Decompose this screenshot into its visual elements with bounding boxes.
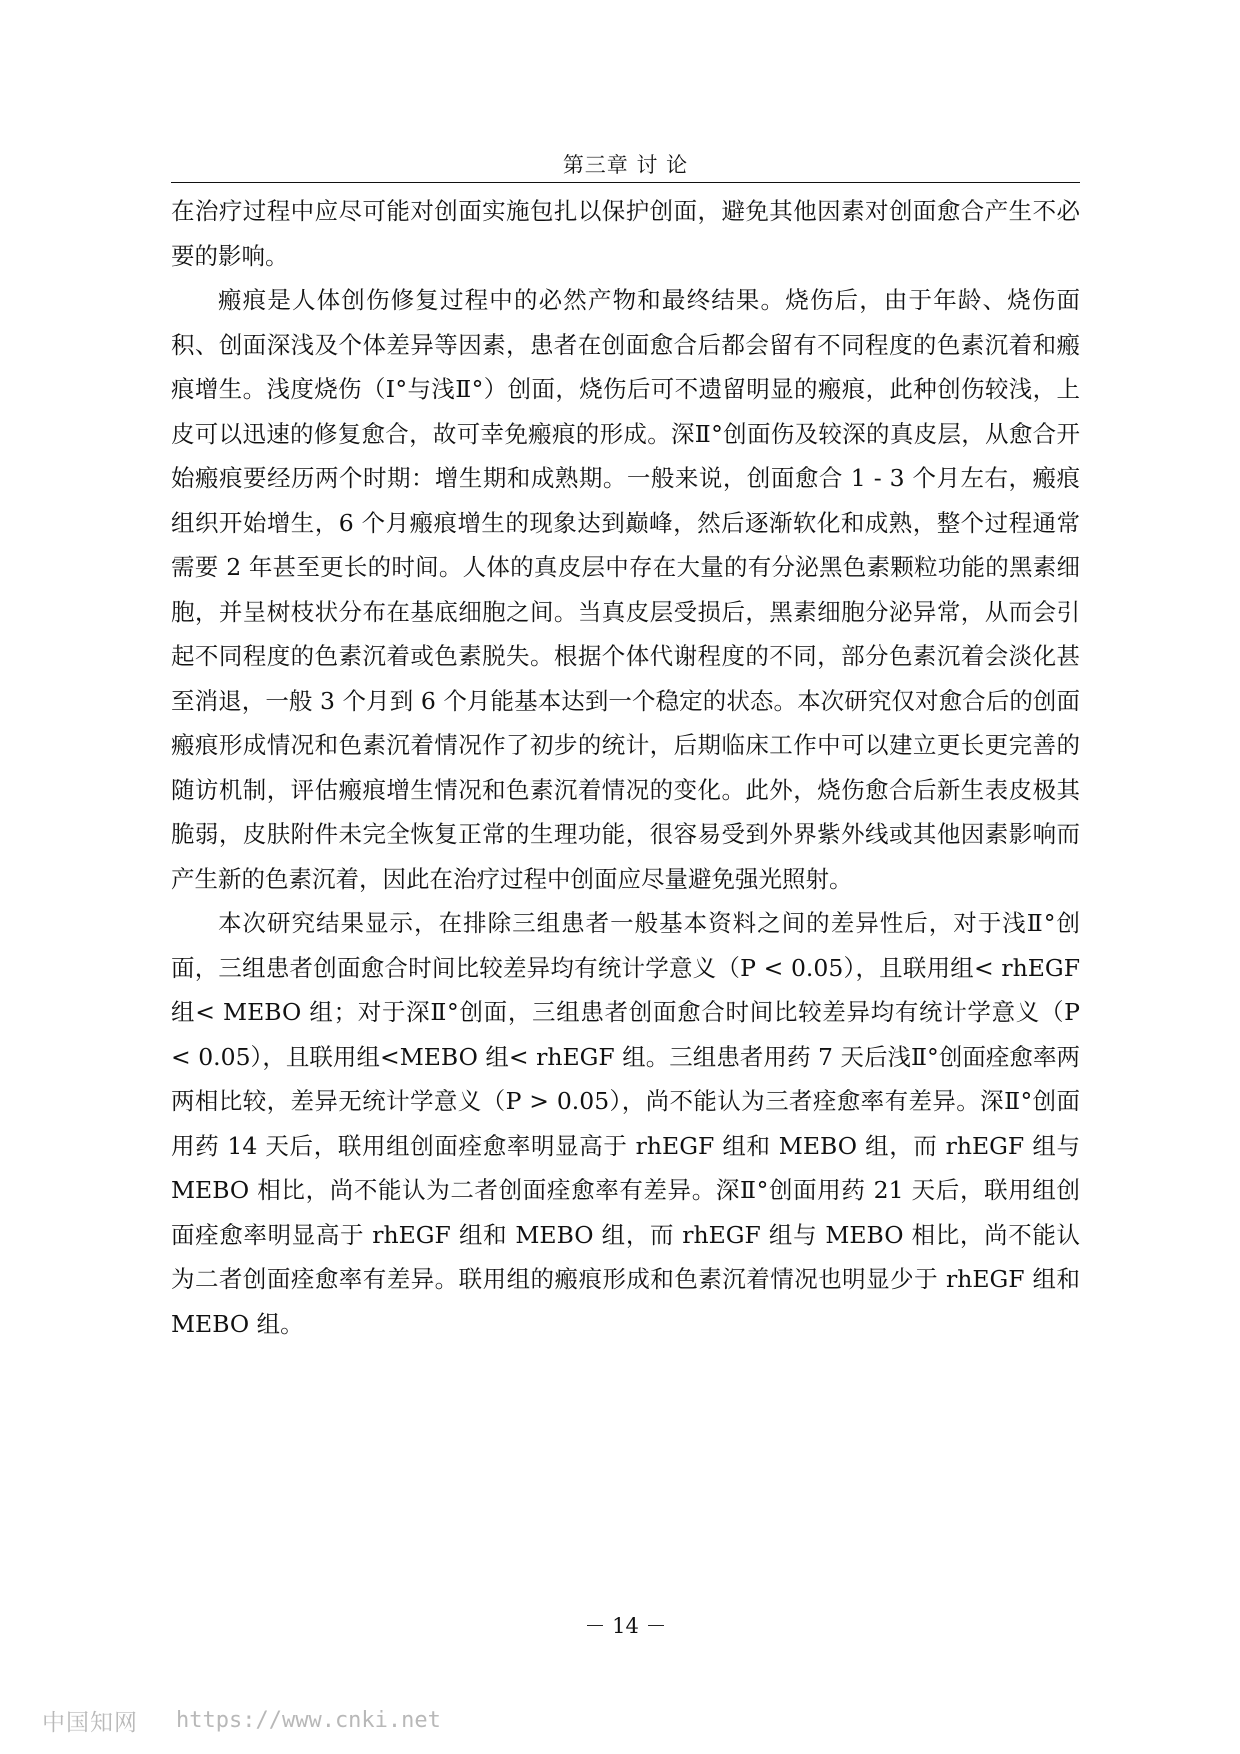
- paragraph-1: 在治疗过程中应尽可能对创面实施包扎以保护创面，避免其他因素对创面愈合产生不必要的影响。: [171, 197, 1080, 270]
- cnki-logo-text: 中国知网: [42, 1709, 138, 1736]
- paragraph-2: 瘢痕是人体创伤修复过程中的必然产物和最终结果。烧伤后，由于年龄、烧伤面积、创面深浅及个体差异等因素，患者在创面愈合后都会留有不同程度的色素沉着和瘢痕增生。浅度烧伤（Ⅰ°与浅Ⅱ°）创面，烧伤后可不遗留明显的瘢痕，此种创伤较浅，上皮可以迅速的修复愈合，故可幸免瘢痕的形成。深Ⅱ°创面伤及较深的真皮层，从愈合开始瘢痕要经历两个时期：增生期和成熟期。一般来说，创面愈合 1 - 3 个月左右，瘢痕组织开始增生，6 个月瘢痕增生的现象达到巅峰，然后逐渐软化和成熟，整个过程通常需要 2 年甚至更长的时间。人体的真皮层中存在大量的有分泌黑色素颗粒功能的黑素细胞，并呈树枝状分布在基底细胞之间。当真皮层受损后，黑素细胞分泌异常，从而会引起不同程度的色素沉着或色素脱失。根据个体代谢程度的不同，部分色素沉着会淡化甚至消退，一般 3 个月到 6 个月能基本达到一个稳定的状态。本次研究仅对愈合后的创面瘢痕形成情况和色素沉着情况作了初步的统计，后期临床工作中可以建立更长更完善的随访机制，评估瘢痕增生情况和色素沉着情况的变化。此外，烧伤愈合后新生表皮极其脆弱，皮肤附件未完全恢复正常的生理功能，很容易受到外界紫外线或其他因素影响而产生新的色素沉着，因此在治疗过程中创面应尽量避免强光照射。: [171, 286, 1080, 893]
- page-number: － 14 －: [584, 1614, 667, 1638]
- cnki-url-link[interactable]: https://www.cnki.net: [176, 1707, 441, 1733]
- body-text: [171, 189, 1080, 1346]
- header-divider: [171, 182, 1080, 183]
- running-header: 第三章 讨 论: [562, 153, 689, 177]
- cnki-watermark: [42, 1705, 441, 1735]
- paragraph-3: 本次研究结果显示，在排除三组患者一般基本资料之间的差异性后，对于浅Ⅱ°创面，三组患者创面愈合时间比较差异均有统计学意义（P < 0.05），且联用组< rhEGF 组< MEBO 组；对于深Ⅱ°创面，三组患者创面愈合时间比较差异均有统计学意义（P < 0.05），且联用组<MEBO 组< rhEGF 组。三组患者用药 7 天后浅Ⅱ°创面痊愈率两两相比较，差异无统计学意义（P > 0.05），尚不能认为三者痊愈率有差异。深Ⅱ°创面用药 14 天后，联用组创面痊愈率明显高于 rhEGF 组和 MEBO 组，而 rhEGF 组与 MEBO 相比，尚不能认为二者创面痊愈率有差异。深Ⅱ°创面用药 21 天后，联用组创面痊愈率明显高于 rhEGF 组和 MEBO 组，而 rhEGF 组与 MEBO 相比，尚不能认为二者创面痊愈率有差异。联用组的瘢痕形成和色素沉着情况也明显少于 rhEGF 组和 MEBO 组。: [171, 909, 1080, 1338]
